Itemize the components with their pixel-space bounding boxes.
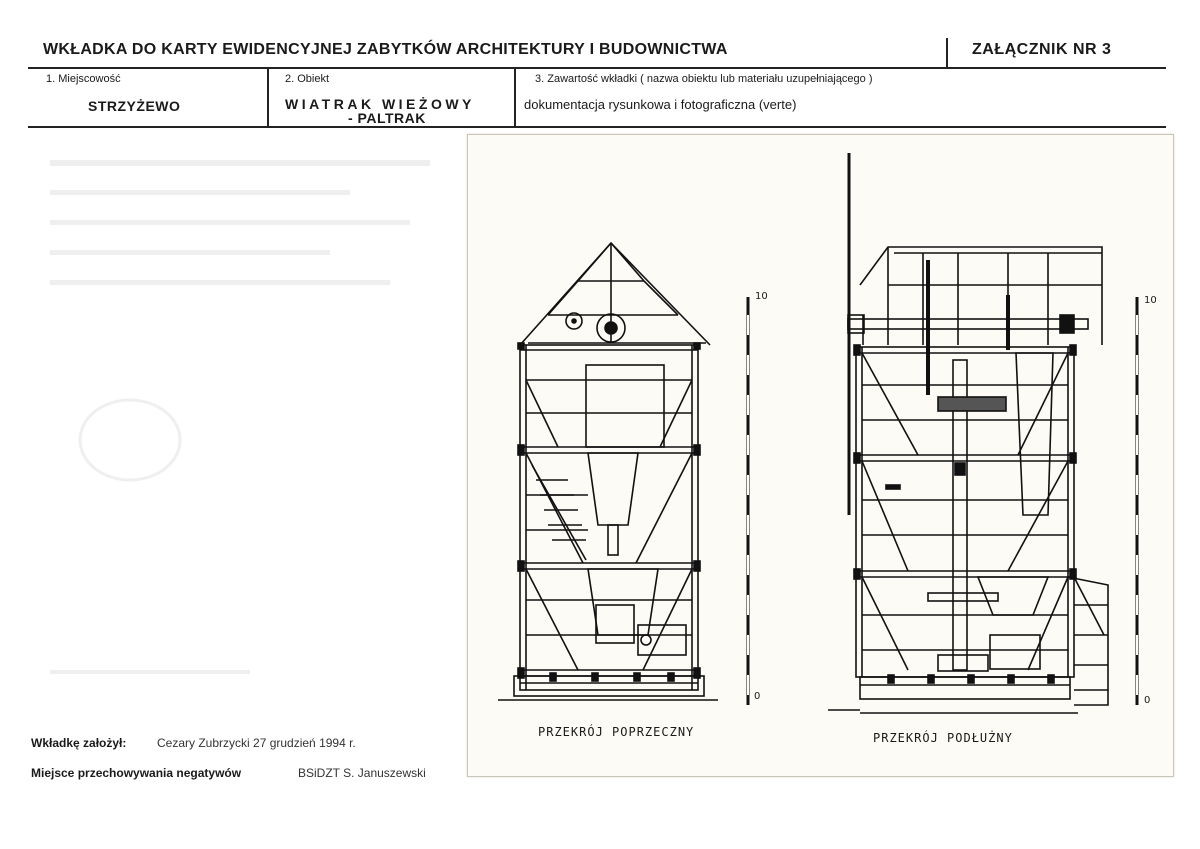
technical-drawings [468,135,1173,776]
bleed-through-texture [30,150,450,710]
object-value-line1: WIATRAK WIEŻOWY [285,96,475,112]
locality-label: 1. Miejscowość [46,73,121,85]
longitudinal-section-caption: PRZEKRÓJ PODŁUŻNY [873,731,1013,745]
field-divider-1 [267,67,269,127]
left-scale-bottom-label: 0 [754,691,761,702]
cross-section-drawing [498,243,718,700]
fields-bottom-rule [28,126,1166,128]
cross-section-caption: PRZEKRÓJ POPRZECZNY [538,725,695,739]
locality-value: STRZYŻEWO [88,98,181,114]
header-rule [28,67,1166,69]
object-label: 2. Obiekt [285,73,330,85]
negatives-label: Miejsce przechowywania negatywów [31,766,242,780]
right-scale-top-label: 10 [1144,295,1157,306]
field-divider-2 [514,67,516,127]
negatives-value: BSiDZT S. Januszewski [298,766,426,780]
content-label: 3. Zawartość wkładki ( nazwa obiektu lub materiału uzupełniającego ) [535,73,873,85]
attachment-number: ZAŁĄCZNIK NR 3 [972,41,1112,58]
right-scale-bottom-label: 0 [1144,695,1151,706]
left-scale-top-label: 10 [755,291,768,302]
content-value: dokumentacja rysunkowa i fotograficzna (verte) [524,97,797,112]
longitudinal-section-drawing [828,153,1108,713]
header-title: WKŁADKA DO KARTY EWIDENCYJNEJ ZABYTKÓW ARCHITEKTURY I BUDOWNICTWA [43,41,728,58]
object-value-line2: - PALTRAK [348,110,426,126]
header-divider [946,38,948,68]
founder-value: Cezary Zubrzycki 27 grudzień 1994 r. [157,736,356,750]
drawing-panel [467,134,1174,777]
founder-label: Wkładkę założył: [31,736,127,750]
